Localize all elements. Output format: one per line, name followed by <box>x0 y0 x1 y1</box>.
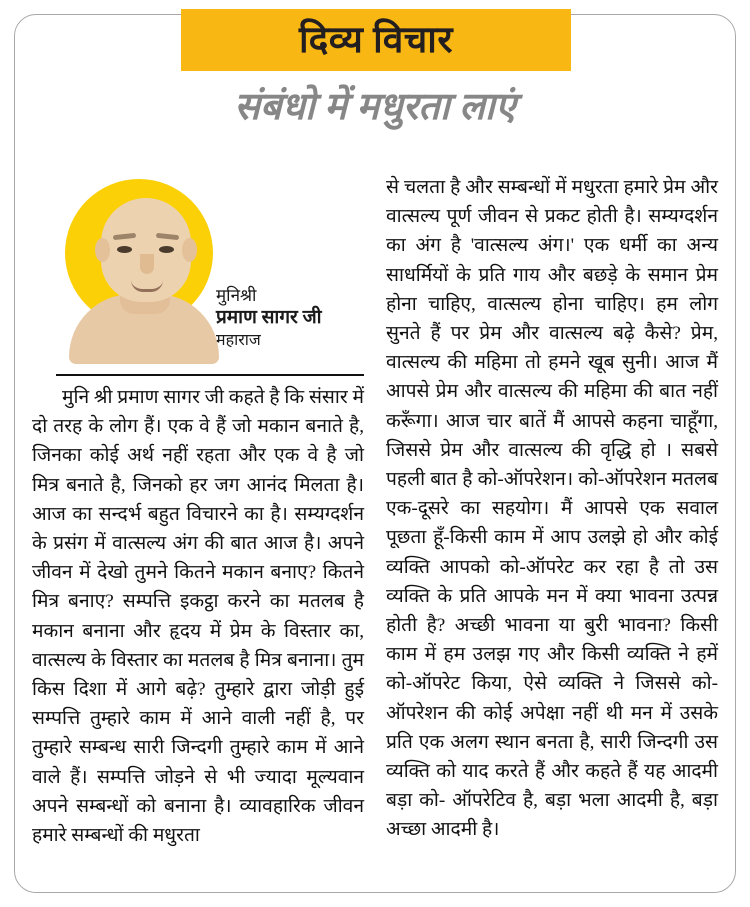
headline-container <box>0 86 750 130</box>
portrait-ear-left <box>95 238 110 262</box>
article-body-left: मुनि श्री प्रमाण सागर जी कहते है कि संसार में दो तरह के लोग हैं। एक वे हैं जो मकान बनाते है, जिनका कोई अर्थ नहीं रहता और एक वे है जो मित्र बनाते है, जिनको हर जग आनंद मिलता है। आज का सन्दर्भ बहुत विचारने का है। सम्यग्दर्शन के प्रसंग में वात्सल्य अंग की बात आज है। अपने जीवन में देखो तुमने कितने मकान बनाए? कितने मित्र बनाए? सम्पत्ति इकट्ठा करने का मतलब है मकान बनाना और हृदय में प्रेम के विस्तार का, वात्सल्य के विस्तार का मतलब है मित्र बनाना। तुम किस दिशा में आगे बढ़े? तुम्हारे द्वारा जोड़ी हुई सम्पत्ति तुम्हारे काम में आने वाली नहीं है, पर तुम्हारे सम्बन्ध सारी जिन्दगी तुम्हारे काम में आने वाले हैं। सम्पत्ति जोड़ने से भी ज्यादा मूल्यवान अपने सम्बन्धों को बनाना है। व्यावहारिक जीवन हमारे सम्बन्धों की मधुरता <box>32 387 364 847</box>
article-headline: संबंधो में मधुरता लाएं <box>234 86 516 128</box>
masthead-title: दिव्य विचार <box>299 19 453 61</box>
article-body-right: से चलता है और सम्बन्धों में मधुरता हमारे प्रेम और वात्सल्य पूर्ण जीवन से प्रकट होती है। सम्यग्दर्शन का अंग है 'वात्सल्य अंग।' एक धर्मी का अन्य साधर्मियों के प्रति गाय और बछड़े के समान प्रेम होना चाहिए, वात्सल्य होना चाहिए। हम लोग सुनते हैं पर प्रेम और वात्सल्य बढ़े कैसे? प्रेम, वात्सल्य की महिमा तो हमने खूब सुनी। आज मैं आपसे प्रेम और वात्सल्य की महिमा की बात नहीं करूँगा। आज चार बातें मैं आपसे कहना चाहूँगा, जिससे प्रेम और वात्सल्य की वृद्धि हो । सबसे पहली बात है को-ऑपरेशन। को-ऑपरेशन मतलब एक-दूसरे का सहयोग। मैं आपसे एक सवाल पूछता हूँ-किसी काम में आप उलझे हो और कोई व्यक्ति आपको को-ऑपरेट कर रहा है तो उस व्यक्ति के प्रति आपके मन में क्या भावना उत्पन्न होती है? अच्छी भावना या बुरी भावना? किसी काम में हम उलझ गए और किसी व्यक्ति ने हमें को-ऑपरेट किया, ऐसे व्यक्ति ने जिससे को-ऑपरेशन की कोई अपेक्षा नहीं थी मन में उसके प्रति एक अलग स्थान बनता है, सारी जिन्दगी उस व्यक्ति को याद करते हैं और कहते हैं यह आदमी बड़ा को- ऑपरेटिव है, बड़ा भला आदमी है, बड़ा अच्छा आदमी है। <box>386 177 718 841</box>
masthead-banner <box>181 9 571 71</box>
author-title-suffix: महाराज <box>216 331 261 349</box>
portrait-nose <box>140 254 154 274</box>
portrait-ear-right <box>182 238 197 262</box>
author-photo <box>65 176 225 361</box>
portrait-eye-right <box>159 246 174 253</box>
author-name: प्रमाण सागर जी <box>216 307 322 329</box>
portrait-eye-left <box>117 246 132 253</box>
article-column-right <box>386 173 718 845</box>
column-divider-rule <box>56 374 364 376</box>
author-caption <box>216 285 366 351</box>
author-title-prefix: मुनिश्री <box>216 286 257 305</box>
author-portrait-block <box>36 176 366 361</box>
article-column-left <box>32 383 364 850</box>
